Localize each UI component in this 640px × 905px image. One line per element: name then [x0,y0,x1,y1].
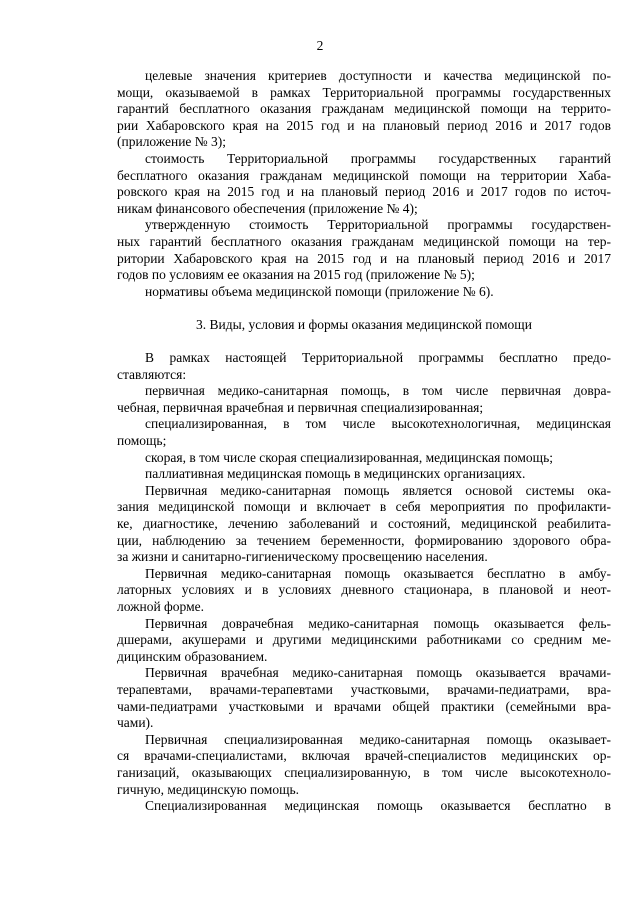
text-line: В рамках настоящей Территориальной программы бесплатно предо- [145,350,611,366]
text-line: стоимость Территориальной программы государственных гарантий [145,150,611,166]
text-line: Специализированная медицинская помощь оказывается бесплатно в [145,798,611,814]
text-line: чами). [117,715,154,731]
paragraph [117,732,611,798]
text-line: чами-педиатрами участковыми и врачами общей практики (семейными вра- [117,698,611,714]
text-line: ся врачами-специалистами, включая врачей-специалистов медицинских ор- [117,748,611,764]
text-line: дшерами, акушерами и другими медицинскими работниками со средним ме- [117,632,611,648]
text-line: никам финансового обеспечения (приложение № 4); [117,200,418,216]
text-line: ции, наблюдению за течением беременности, формированию здорового обра- [117,532,611,548]
text-line: Первичная медико-санитарная помощь оказывается бесплатно в амбу- [145,565,611,581]
text-line: ложной форме. [117,599,205,614]
text-line: паллиативная медицинская помощь в медицинских организациях. [145,466,526,482]
text-line: 3. Виды, условия и формы оказания медицинской помощи [196,316,532,332]
text-line: ритории Хабаровского края на 2015 год и на плановый период 2016 и 2017 [117,250,611,266]
body-text [117,68,611,815]
text-line: Первичная медико-санитарная помощь является основой системы ока- [145,482,611,498]
section-heading [117,317,611,334]
text-line: утвержденную стоимость Территориальной программы государствен- [145,217,611,233]
text-line: Первичная врачебная медико-санитарная помощь оказывается врачами- [145,665,611,681]
text-line: Первичная доврачебная медико-санитарная помощь оказывается фель- [145,615,611,631]
text-line: ке, диагностике, лечению заболеваний и состояний, медицинской реабилита- [117,516,611,532]
paragraph [117,68,611,151]
paragraph [117,350,611,383]
text-line: скорая, в том числе скорая специализированная, медицинская помощь; [145,449,553,465]
text-line: целевые значения критериев доступности и качества медицинской по- [145,68,611,83]
paragraph [117,416,611,449]
paragraph [117,284,611,301]
paragraph [117,450,611,467]
text-line: первичная медико-санитарная помощь, в том числе первичная довра- [145,383,611,399]
text-line: (приложение № 3); [117,134,227,150]
paragraph [117,151,611,217]
paragraph [117,798,611,815]
paragraph-gap [117,334,611,351]
text-line: зания медицинской помощи и включает в себя мероприятия по профилакти- [117,499,611,515]
text-line: ставляются: [117,366,187,382]
text-line: ганизаций, оказывающих специализированную, в том числе высокотехноло- [117,764,611,780]
text-line: дицинским образованием. [117,648,268,664]
text-line: ровского края на 2015 год и на плановый период 2016 и 2017 годов по источ- [117,184,611,200]
text-line: рии Хабаровского края на 2015 год и на плановый период 2016 и 2017 годов [117,117,611,133]
text-line: латорных условиях и в условиях дневного стационара, в плановой и неот- [117,582,611,598]
text-line: ных гарантий бесплатного оказания гражданам медицинской помощи на тер- [117,233,611,249]
text-line: гарантий бесплатного оказания гражданам медицинской помощи на террито- [117,101,611,117]
paragraph [117,483,611,566]
text-line: за жизни и санитарно-гигиеническому просвещению населения. [117,549,488,565]
paragraph [117,466,611,483]
text-line: помощь; [117,433,167,449]
text-line: терапевтами, врачами-терапевтами участковыми, врачами-педиатрами, вра- [117,681,611,697]
paragraph-gap [117,300,611,317]
paragraph [117,665,611,731]
paragraph [117,566,611,616]
page-number: 2 [316,38,324,53]
text-line: Первичная специализированная медико-санитарная помощь оказывает- [145,731,611,747]
text-line: мощи, оказываемой в рамках Территориальной программы государственных [117,84,611,100]
text-line: нормативы объема медицинской помощи (приложение № 6). [145,283,494,299]
text-line: гичную, медицинскую помощь. [117,781,299,797]
text-line: чебная, первичная врачебная и первичная специализированная; [117,399,484,415]
text-line: годов по условиям ее оказания на 2015 год (приложение № 5); [117,267,475,283]
paragraph [117,616,611,666]
text-line: специализированная, в том числе высокотехнологичная, медицинская [145,416,611,432]
paragraph [117,383,611,416]
text-line: бесплатного оказания гражданам медицинской помощи на территории Хаба- [117,167,611,183]
paragraph [117,217,611,283]
